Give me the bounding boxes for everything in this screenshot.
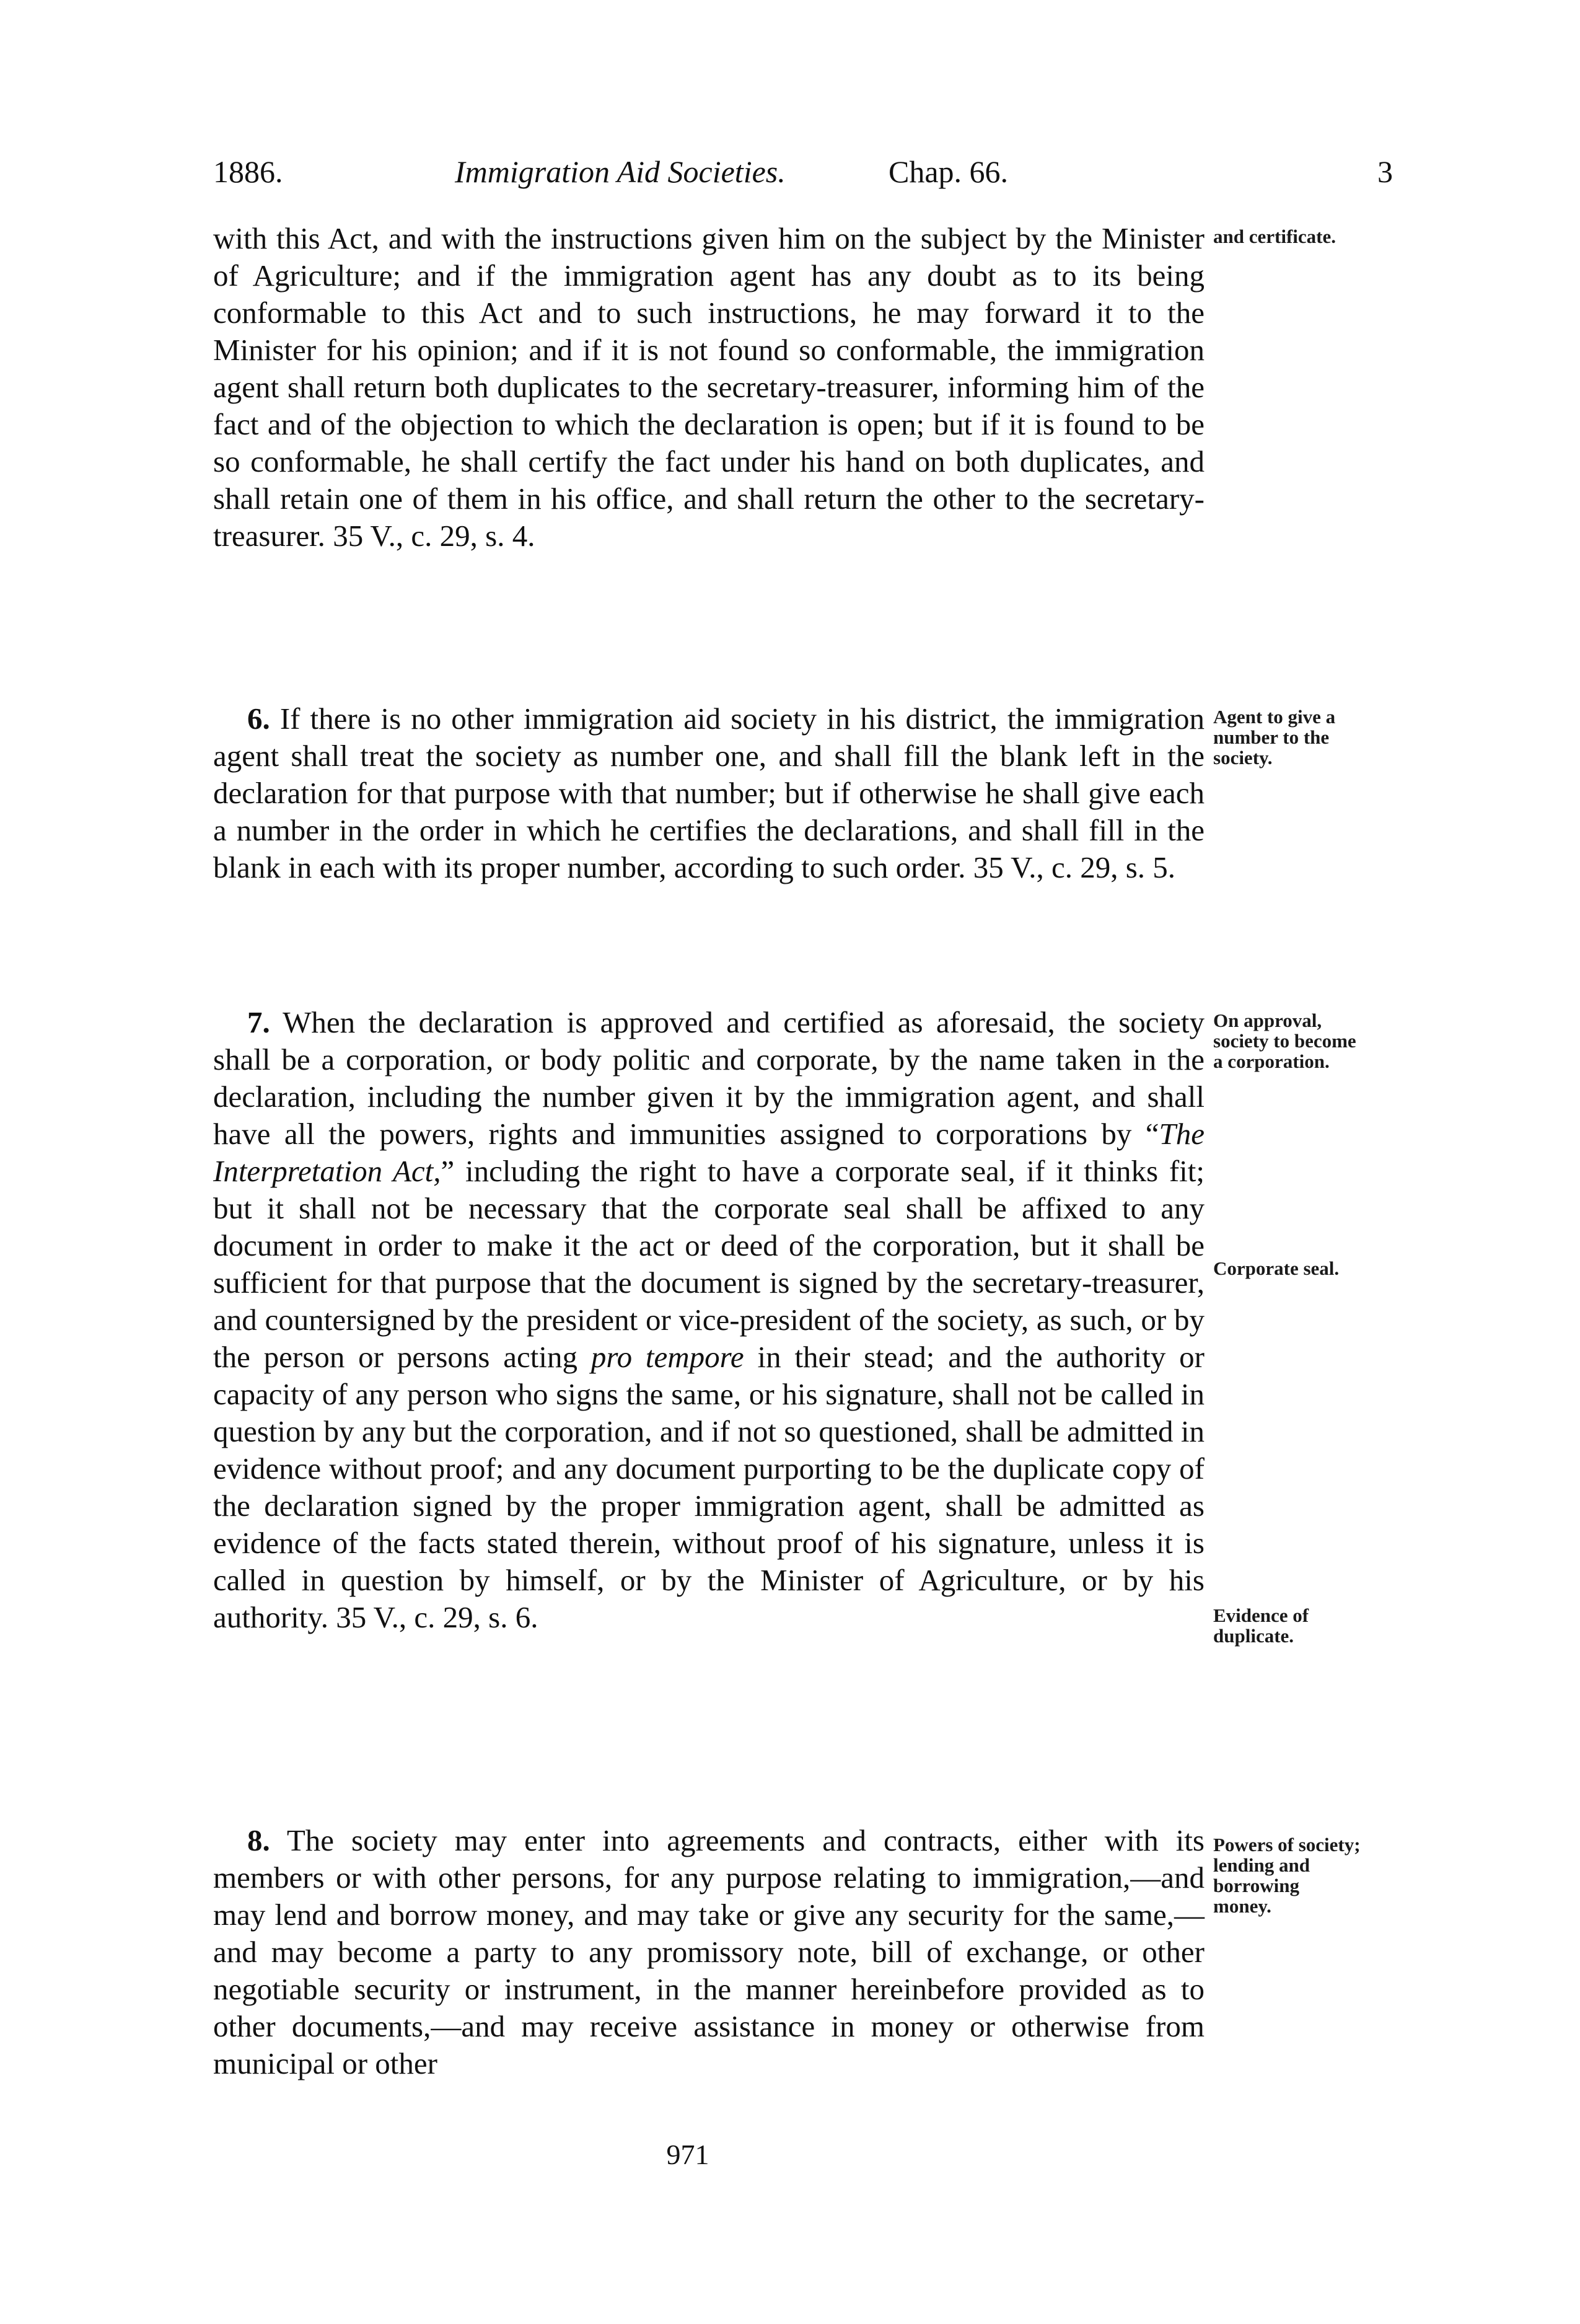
paragraph-text: in their stead; and the authority or capacity of any person who signs the same, or his signature, shall not be called in question by any but the corporation, and if not so questioned, shall be admitted in evidence without proof; and any document purporting to be the duplicate copy of the declaration signed by the proper immigration agent, shall be admitted as evidence of the facts stated therein, without proof of his signature, unless it is called in question by himself, or by the Minister of Agriculture, or by his authority. [213, 1340, 1205, 1634]
statute-reference: 35 V., c. 29, s. 6. [336, 1600, 538, 1634]
margin-note-powers: Powers of society; lending and borrowing money. [1213, 1834, 1361, 1917]
paragraph-text: ” including the right to have a corporate seal, if it thinks fit; but it shall not be necessary that the corporate seal shall be affixed to any document in order to make it the act or deed of the corporation, but it shall be sufficient for that purpose that the document is signed by the secretary-treasurer, and countersigned by the president or vice-president of the society, as such, or by the person or persons acting [213, 1154, 1205, 1374]
header-page-number: 3 [1377, 154, 1393, 189]
paragraph-continuation [213, 220, 1205, 555]
latin-phrase: pro tempore [590, 1340, 744, 1374]
section-number: 7. [247, 1005, 270, 1039]
header-year: 1886. [213, 154, 283, 189]
page-folio: 971 [666, 2139, 709, 2170]
statute-reference: 35 V., c. 29, s. 4. [333, 519, 535, 553]
act-name: The Interpretation Act, [213, 1117, 1205, 1188]
section-6 [213, 700, 1205, 886]
margin-note-certificate: and certificate. [1213, 226, 1336, 247]
paragraph-text: If there is no other immigration aid society in his district, the immigration agent shall treat the society as number one, and shall fill the blank left in the declaration for that purpose with that number; but if otherwise he shall give each a number in the order in which he certifies the declarations, and shall fill in the blank in each with its proper number, according to such order. [213, 702, 1205, 884]
margin-note-on-approval: On approval, society to become a corporation. [1213, 1010, 1356, 1072]
paragraph-text: The society may enter into agreements and contracts, either with its members or with other persons, for any purpose relating to immigration,—and may lend and borrow money, and may take or give any security for the same,—and may become a party to any promissory note, bill of exchange, or other negotiable security or instrument, in the manner hereinbefore provided as to other documents,—and may receive assistance in money or otherwise from municipal or other [213, 1823, 1205, 2080]
section-7 [213, 1004, 1205, 1636]
margin-note-agent-number: Agent to give a number to the society. [1213, 706, 1336, 768]
statute-reference: 35 V., c. 29, s. 5. [973, 850, 1176, 884]
margin-note-corporate-seal: Corporate seal. [1213, 1257, 1340, 1279]
section-number: 6. [247, 702, 270, 736]
paragraph-text: When the declaration is approved and certified as aforesaid, the society shall be a corporation, or body politic and corporate, by the name taken in the declaration, including the number given it by the immigration agent, and shall have all the powers, rights and immunities assigned to corporations by “ [213, 1005, 1205, 1151]
header-title: Immigration Aid Societies. [455, 154, 786, 189]
header-chapter: Chap. 66. [889, 154, 1009, 189]
margin-note-evidence: Evidence of duplicate. [1213, 1604, 1309, 1647]
section-8 [213, 1822, 1205, 2082]
section-number: 8. [247, 1823, 270, 1857]
paragraph-text: with this Act, and with the instructions given him on the subject by the Minister of Agriculture; and if the immigration agent has any doubt as to its being conformable to this Act and to such instructions, he may forward it to the Minister for his opinion; and if it is not found so conformable, the immigration agent shall return both duplicates to the secretary-treasurer, informing him of the fact and of the objection to which the declaration is open; but if it is found to be so conformable, he shall certify the fact under his hand on both duplicates, and shall retain one of them in his office, and shall return the other to the secretary-treasurer. [213, 221, 1205, 553]
running-header [213, 154, 1393, 197]
